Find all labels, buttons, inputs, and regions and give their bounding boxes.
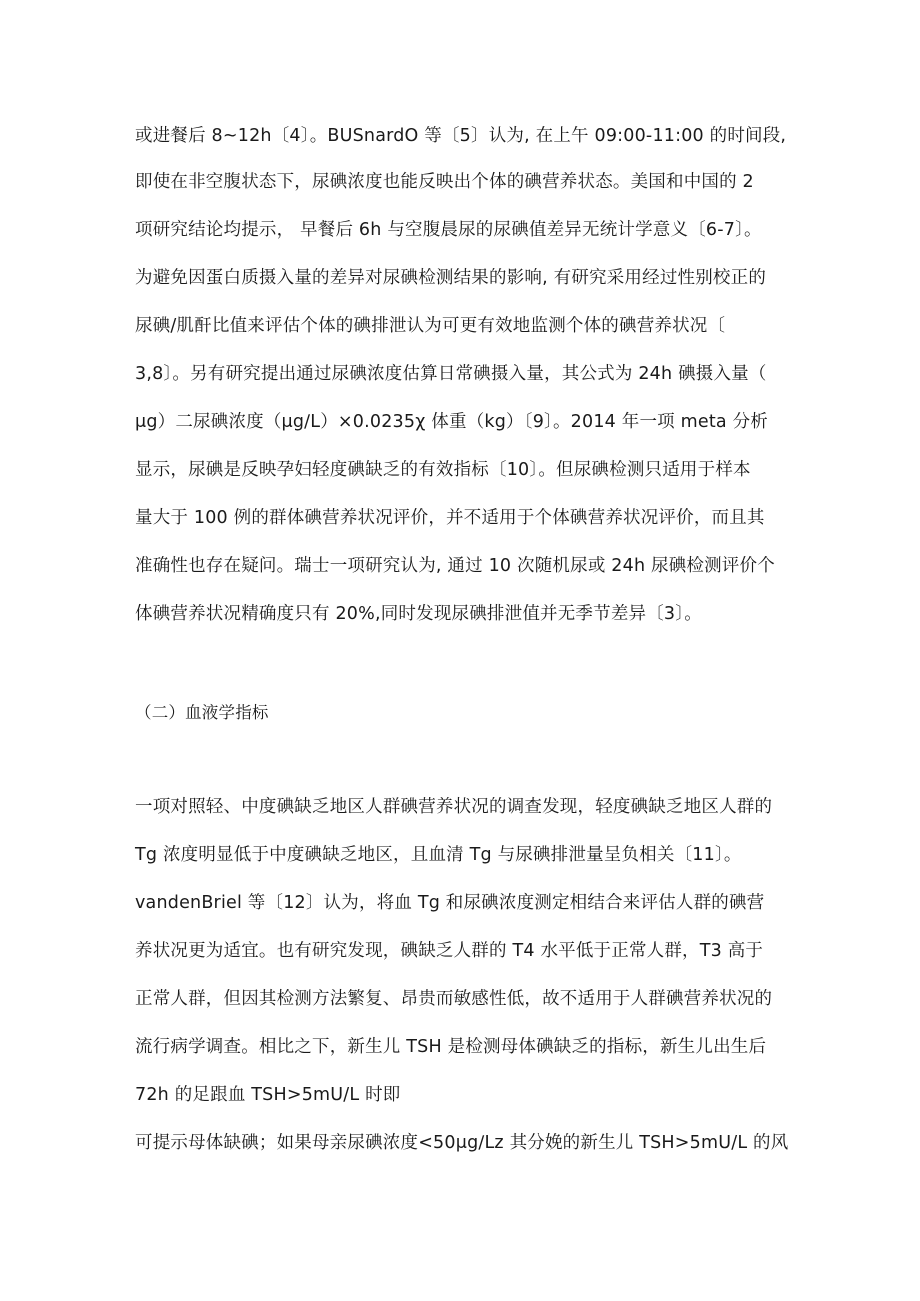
text-line: 即使在非空腹状态下，尿碘浓度也能反映出个体的碘营养状态。美国和中国的 2: [135, 172, 754, 192]
text-line: 项研究结论均提示， 早餐后 6h 与空腹晨尿的尿碘值差异无统计学意义〔6-7〕。: [135, 220, 762, 240]
text-line: 正常人群，但因其检测方法繁复、昂贵而敏感性低，故不适用于人群碘营养状况的: [135, 989, 773, 1009]
text-line: 体碘营养状况精确度只有 20%,同时发现尿碘排泄值并无季节差异〔3〕。: [135, 604, 702, 624]
text-line: μg）二尿碘浓度（μg∕L）×0.0235χ 体重（kg）〔9〕。2014 年一项 meta 分析: [135, 412, 768, 432]
text-line: 量大于 100 例的群体碘营养状况评价，并不适用于个体碘营养状况评价，而且其: [135, 508, 765, 528]
text-line: vandenBriel 等〔12〕认为，将血 Tg 和尿碘浓度测定相结合来评估人群的碘营: [135, 893, 765, 913]
text-line: 3,8〕。另有研究提出通过尿碘浓度估算日常碘摄入量，其公式为 24h 碘摄入量（: [135, 364, 767, 384]
text-line: 尿碘/肌酐比值来评估个体的碘排泄认为可更有效地监测个体的碘营养状况〔: [135, 316, 726, 336]
text-line: 准确性也存在疑问。瑞士一项研究认为, 通过 10 次随机尿或 24h 尿碘检测评价个: [135, 556, 775, 576]
text-line: 可提示母体缺碘；如果母亲尿碘浓度<50μg∕Lz 其分娩的新生儿 TSH>5mU/L 的风: [135, 1133, 789, 1153]
text-line: Tg 浓度明显低于中度碘缺乏地区，且血清 Tg 与尿碘排泄量呈负相关〔11〕。: [135, 845, 742, 865]
text-line: 或进餐后 8~12h〔4〕。BUSnardO 等〔5〕认为, 在上午 09:00-11:00 的时间段,: [135, 126, 787, 146]
text-line: 显示，尿碘是反映孕妇轻度碘缺乏的有效指标〔10〕。但尿碘检测只适用于样本: [135, 460, 751, 480]
section-heading: （二）血液学指标: [135, 703, 269, 722]
text-line: 养状况更为适宜。也有研究发现，碘缺乏人群的 T4 水平低于正常人群，T3 高于: [135, 941, 764, 961]
text-line: 为避免因蛋白质摄入量的差异对尿碘检测结果的影响, 有研究采用经过性别校正的: [135, 268, 767, 288]
text-line: 流行病学调查。相比之下，新生儿 TSH 是检测母体碘缺乏的指标，新生儿出生后: [135, 1037, 767, 1057]
text-line: 一项对照轻、中度碘缺乏地区人群碘营养状况的调查发现，轻度碘缺乏地区人群的: [135, 797, 773, 817]
text-line: 72h 的足跟血 TSH>5mU/L 时即: [135, 1085, 401, 1105]
